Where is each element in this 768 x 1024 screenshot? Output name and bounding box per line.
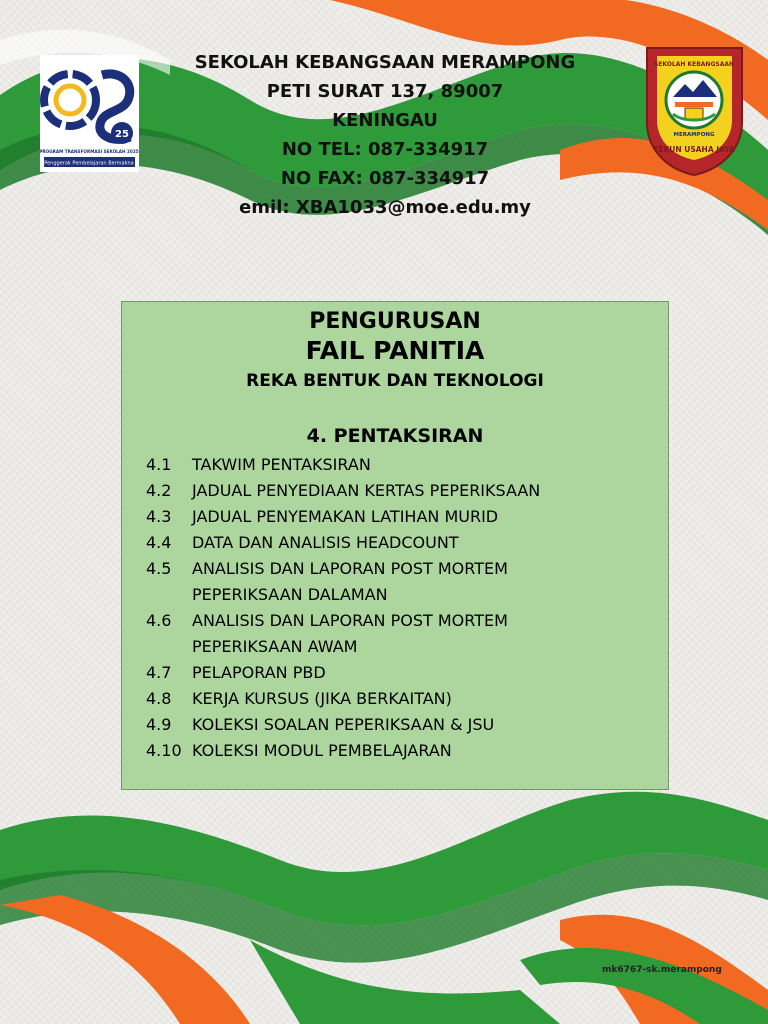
item-text: DATA DAN ANALISIS HEADCOUNT bbox=[192, 533, 459, 552]
school-crest-icon bbox=[643, 42, 746, 177]
panel-subject: REKA BENTUK DAN TEKNOLOGI bbox=[246, 371, 544, 391]
list-item bbox=[146, 504, 666, 530]
school-address: PETI SURAT 137, 89007 bbox=[266, 81, 504, 102]
item-text-line-1: ANALISIS DAN LAPORAN POST MORTEM bbox=[192, 611, 508, 630]
list-item bbox=[146, 712, 666, 738]
item-text: KOLEKSI SOALAN PEPERIKSAAN & JSU bbox=[192, 715, 495, 734]
school-town: KENINGAU bbox=[332, 110, 438, 131]
panel-section: 4. PENTAKSIRAN bbox=[306, 425, 484, 447]
school-email: emil: XBA1033@moe.edu.my bbox=[239, 197, 531, 218]
svg-text:SEKOLAH KEBANGSAAN: SEKOLAH KEBANGSAAN bbox=[653, 61, 735, 68]
program-transformasi-sekolah-2025-logo-icon bbox=[40, 55, 139, 172]
file-cover-panel bbox=[121, 301, 669, 790]
school-crest bbox=[643, 42, 746, 177]
item-text: JADUAL PENYEDIAAN KERTAS PEPERIKSAAN bbox=[192, 481, 541, 500]
list-item bbox=[146, 608, 666, 660]
school-header bbox=[150, 48, 620, 222]
item-text: PELAPORAN PBD bbox=[192, 663, 326, 682]
list-item bbox=[146, 660, 666, 686]
school-name: SEKOLAH KEBANGSAAN MERAMPONG bbox=[194, 52, 576, 73]
item-text-line-1: ANALISIS DAN LAPORAN POST MORTEM bbox=[192, 559, 508, 578]
item-text: JADUAL PENYEMAKAN LATIHAN MURID bbox=[192, 507, 499, 526]
list-item bbox=[146, 452, 666, 478]
item-number: 4.6 bbox=[146, 611, 172, 630]
item-text: KOLEKSI MODUL PEMBELAJARAN bbox=[192, 741, 452, 760]
item-number: 4.5 bbox=[146, 559, 172, 578]
list-item bbox=[146, 530, 666, 556]
item-number: 4.1 bbox=[146, 455, 172, 474]
section-item-list bbox=[146, 452, 666, 764]
item-text bbox=[192, 556, 508, 608]
item-number: 4.9 bbox=[146, 715, 172, 734]
list-item bbox=[146, 686, 666, 712]
school-fax: NO FAX: 087-334917 bbox=[280, 168, 490, 189]
item-text: TAKWIM PENTAKSIRAN bbox=[192, 455, 371, 474]
list-item bbox=[146, 478, 666, 504]
item-text: KERJA KURSUS (JIKA BERKAITAN) bbox=[192, 689, 452, 708]
item-number: 4.3 bbox=[146, 507, 172, 526]
svg-text:TEKUN USAHA JAYA: TEKUN USAHA JAYA bbox=[653, 145, 735, 154]
program-transformasi-logo bbox=[40, 55, 139, 172]
svg-text:Penggerak Pembelajaran Bermakn: Penggerak Pembelajaran Bermakna bbox=[44, 160, 134, 167]
item-number: 4.8 bbox=[146, 689, 172, 708]
list-item bbox=[146, 556, 666, 608]
school-tel: NO TEL: 087-334917 bbox=[281, 139, 489, 160]
item-number: 4.2 bbox=[146, 481, 172, 500]
item-text-line-2: PEPERIKSAAN AWAM bbox=[192, 637, 358, 656]
item-text-line-2: PEPERIKSAAN DALAMAN bbox=[192, 585, 388, 604]
author-credit: mk6767-sk.merampong bbox=[602, 965, 722, 975]
list-item bbox=[146, 738, 666, 764]
item-number: 4.4 bbox=[146, 533, 172, 552]
svg-text:25: 25 bbox=[115, 129, 129, 140]
svg-text:PROGRAM TRANSFORMASI SEKOLAH 2: PROGRAM TRANSFORMASI SEKOLAH 2025 bbox=[40, 149, 139, 154]
item-number: 4.7 bbox=[146, 663, 172, 682]
item-text bbox=[192, 608, 508, 660]
item-number: 4.10 bbox=[146, 741, 182, 760]
panel-title-2: FAIL PANITIA bbox=[305, 336, 485, 365]
panel-title-1: PENGURUSAN bbox=[309, 309, 481, 334]
svg-text:MERAMPONG: MERAMPONG bbox=[673, 132, 715, 138]
